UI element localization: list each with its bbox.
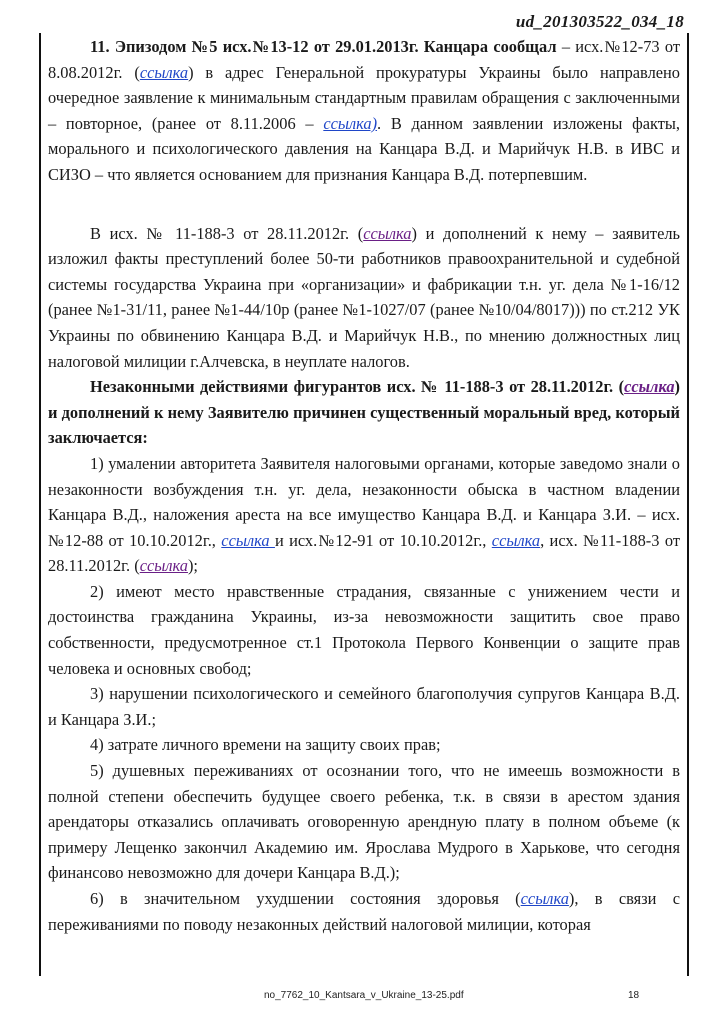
paragraph-text: 1) умалении авторитета Заявителя налоговыми органами, которые заведомо знали о незаконности возбуждения т.н. уг. дела, незаконности обыска в частном владении Канцара В.Д., наложения ареста на все имущество Канцара В.Д. и Канцара З.И. – исх.№12-88 от 10.10.2012г., (48, 453, 680, 550)
list-item-1 (48, 451, 680, 579)
link-reference[interactable]: ссылка (139, 62, 189, 82)
paragraph-text: , исх. №11-188-3 от 28.11.2012г. ( (48, 530, 680, 576)
paragraph-gap (48, 188, 680, 221)
paragraph-text: и исх.№12-91 от 10.10.2012г., (274, 530, 492, 550)
document-id: ud_201303522_034_18 (515, 12, 684, 31)
bold-text: Незаконными действиями фигурантов исх. № 11-188-3 от 28.11.2012г. ( (90, 377, 625, 397)
list-item-3: 3) нарушении психологического и семейного благополучия супругов Канцара В.Д. и Канцара З.И.; (48, 684, 680, 729)
link-reference[interactable]: ссылка (624, 377, 675, 397)
paragraph-text: В исх. № 11-188-3 от 28.11.2012г. ( (90, 223, 364, 243)
paragraph-episode-5 (48, 34, 680, 188)
paragraph-text: ); (187, 556, 198, 576)
link-reference[interactable]: ссылка (491, 530, 541, 550)
paragraph-text: 6) в значительном ухудшении состояния здоровья ( (90, 889, 521, 908)
episode-heading: 11. Эпизодом №5 исх.№13-12 от 29.01.2013г. Канцара сообщал (90, 37, 557, 56)
bold-text: ) и дополнений к нему Заявителю причинен существенный моральный вред, который заключается: (48, 377, 680, 448)
page-frame (39, 33, 689, 976)
paragraph-text: . В данном заявлении изложены факты, морального и психологического давления на Канцара В.Д. и Марийчук Н.В. в ИВС и СИЗО – что является основанием для признания Канцара В.Д. потерпевшим. (48, 113, 681, 184)
link-reference[interactable]: ссылка) (323, 113, 378, 133)
paragraph-text: ) в адрес Генеральной прокуратуры Украины было направлено очередное заявление к минимальным стандартным правилам обращения с заключенными – повторное, (ранее от 8.11.2006 – (48, 62, 680, 133)
page-content (41, 33, 687, 937)
list-item-4: 4) затрате личного времени на защиту своих прав; (90, 735, 441, 755)
paragraph-complaint (48, 221, 680, 375)
list-item-2: 2) имеют место нравственные страдания, связанные с унижением чести и достоинства гражданина Украины, из-за невозможности защитить свое право собственности, предусмотренное ст.1 Протокола Первого Конвенции о защите прав человека и основных свобод; (48, 581, 680, 678)
paragraph-text: ) и дополнений к нему – заявитель изложил факты преступлений более 50-ти работников правоохранительной и судебной системы государства Украина при «организации» и фабрикации т.н. уг. дела №1-16/12 (ранее №1-31/11, ранее №1-44/10р (ранее №1-1027/07 (ранее №10/04/8017))) по ст.212 УК Украины по обвинению Канцара В.Д. и Марийчук Н.В., по мнению должностных лиц налоговой милиции г.Алчевска, в неуплате налогов. (48, 223, 680, 371)
link-reference[interactable]: ссылка (363, 223, 412, 243)
page-number: 18 (628, 990, 640, 1001)
paragraph-text: – исх.№12-73 от 8.08.2012г. ( (48, 37, 680, 82)
link-reference[interactable]: ссылка (520, 889, 569, 908)
footer-file-name: no_7762_10_Kantsara_v_Ukraine_13-25.pdf (264, 990, 464, 1001)
paragraph-text: ), в связи с переживаниями по поводу незаконных действий налоговой милиции, которая (48, 889, 681, 934)
list-item-6 (48, 886, 680, 937)
link-reference[interactable]: ссылка (221, 530, 275, 550)
link-reference[interactable]: ссылка (139, 556, 188, 576)
paragraph-moral-damage (48, 374, 680, 451)
list-item-5: 5) душевных переживаниях от осознании того, что не имеешь возможности в полной степени обеспечить будущее своего ребенка, т.к. в связи в арестом здания арендаторы отказались оплачивать оговоренную арендную плату в полном объеме (к примеру Лещенко закончил Академию им. Ярослава Мудрого в Харькове, что сегодня финансово невозможно для дочери Канцара В.Д.); (48, 761, 680, 883)
